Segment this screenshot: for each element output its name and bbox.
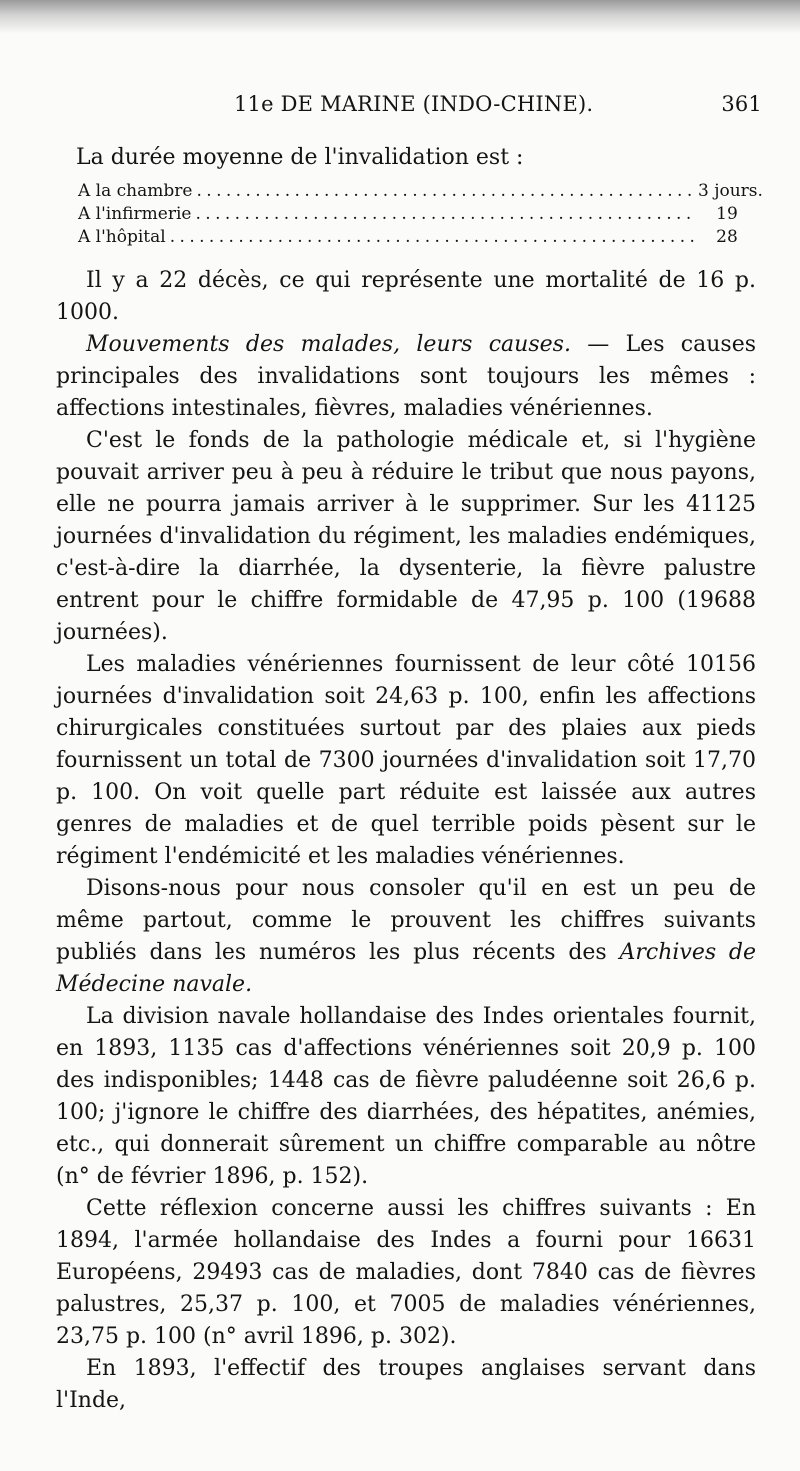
list-row-chambre bbox=[56, 180, 763, 203]
dot-leader bbox=[195, 203, 694, 226]
causes-text: — Les causes principales des invalidations sont toujours les mêmes : affections intestinales, fièvres, maladies vénériennes. bbox=[56, 332, 757, 421]
page-number: 361 bbox=[721, 92, 762, 116]
list-label: A l'hôpital bbox=[78, 227, 166, 247]
pathology-paragraph: C'est le fonds de la pathologie médicale et, si l'hygiène pouvait arriver peu à peu à réduire le tribut que nous payons, elle ne pourra jamais arriver à le supprimer. Sur les 41125 journées d'invalidation du régiment, les maladies endémiques, c'est-à-dire la diarrhée, la dysenterie, la fièvre palustre entrent pour le chiffre formidable de 47,95 p. 100 (19688 journées). bbox=[56, 428, 756, 645]
british-troops-paragraph: En 1893, l'effectif des troupes anglaises servant dans l'Inde, bbox=[56, 1356, 756, 1413]
dutch-army-paragraph: Cette réflexion concerne aussi les chiffres suivants : En 1894, l'armée hollandaise des Indes a fourni pour 16631 Européens, 29493 cas de maladies, dont 7840 cas de fièvres palustres, 25,37 p. 100, et 7005 de maladies vénériennes, 23,75 p. 100 (n° avril 1896, p. 302). bbox=[56, 1196, 756, 1349]
list-row-infirmerie bbox=[56, 203, 756, 226]
running-title: 11e DE MARINE (INDO-CHINE). bbox=[234, 92, 594, 116]
list-label: A la chambre bbox=[78, 181, 193, 201]
section-heading: Mouvements des malades, leurs causes. bbox=[86, 332, 571, 357]
mortality-paragraph: Il y a 22 décès, ce qui représente une mortalité de 16 p. 1000. bbox=[56, 268, 756, 325]
venereal-paragraph: Les maladies vénériennes fournissent de leur côté 10156 journées d'invalidation soit 24,63 p. 100, enfin les affections chirurgicales constituées surtout par des plaies aux pieds fournissent un total de 7300 journées d'invalidation soit 17,70 p. 100. On voit quelle part réduite est laissée aux autres genres de maladies et de quel terrible poids pèsent sur le régiment l'endémicité et les maladies vénériennes. bbox=[56, 652, 756, 869]
dutch-navy-paragraph: La division navale hollandaise des Indes orientales fournit, en 1893, 1135 cas d'affections vénériennes soit 20,9 p. 100 des indisponibles; 1448 cas de fièvre paludéenne soit 26,6 p. 100; j'ignore le chiffre des diarrhées, des hépatites, anémies, etc., qui donnerait sûrement un chiffre comparable au nôtre (n° de février 1896, p. 152). bbox=[56, 1004, 756, 1189]
intro-paragraph: La durée moyenne de l'invalidation est : bbox=[76, 145, 524, 170]
list-row-hopital bbox=[56, 226, 756, 249]
list-label: A l'infirmerie bbox=[78, 204, 192, 224]
dot-leader bbox=[196, 180, 694, 203]
causes-paragraph bbox=[56, 329, 756, 425]
console-paragraph bbox=[56, 873, 756, 1001]
list-value: 19 bbox=[716, 204, 738, 224]
invalidation-duration-list bbox=[56, 180, 763, 249]
list-value: 3 jours. bbox=[698, 181, 763, 201]
scan-top-edge bbox=[0, 0, 800, 34]
list-value: 28 bbox=[716, 227, 738, 247]
dot-leader bbox=[170, 226, 694, 249]
page-body bbox=[56, 142, 763, 1417]
running-header bbox=[56, 92, 768, 122]
journal-title: Archives de Médecine navale. bbox=[56, 940, 757, 997]
console-text: Disons-nous pour nous consoler qu'il en est un peu de même partout, comme le prouvent les chiffres suivants publiés dans les numéros les plus récents des bbox=[56, 876, 756, 965]
